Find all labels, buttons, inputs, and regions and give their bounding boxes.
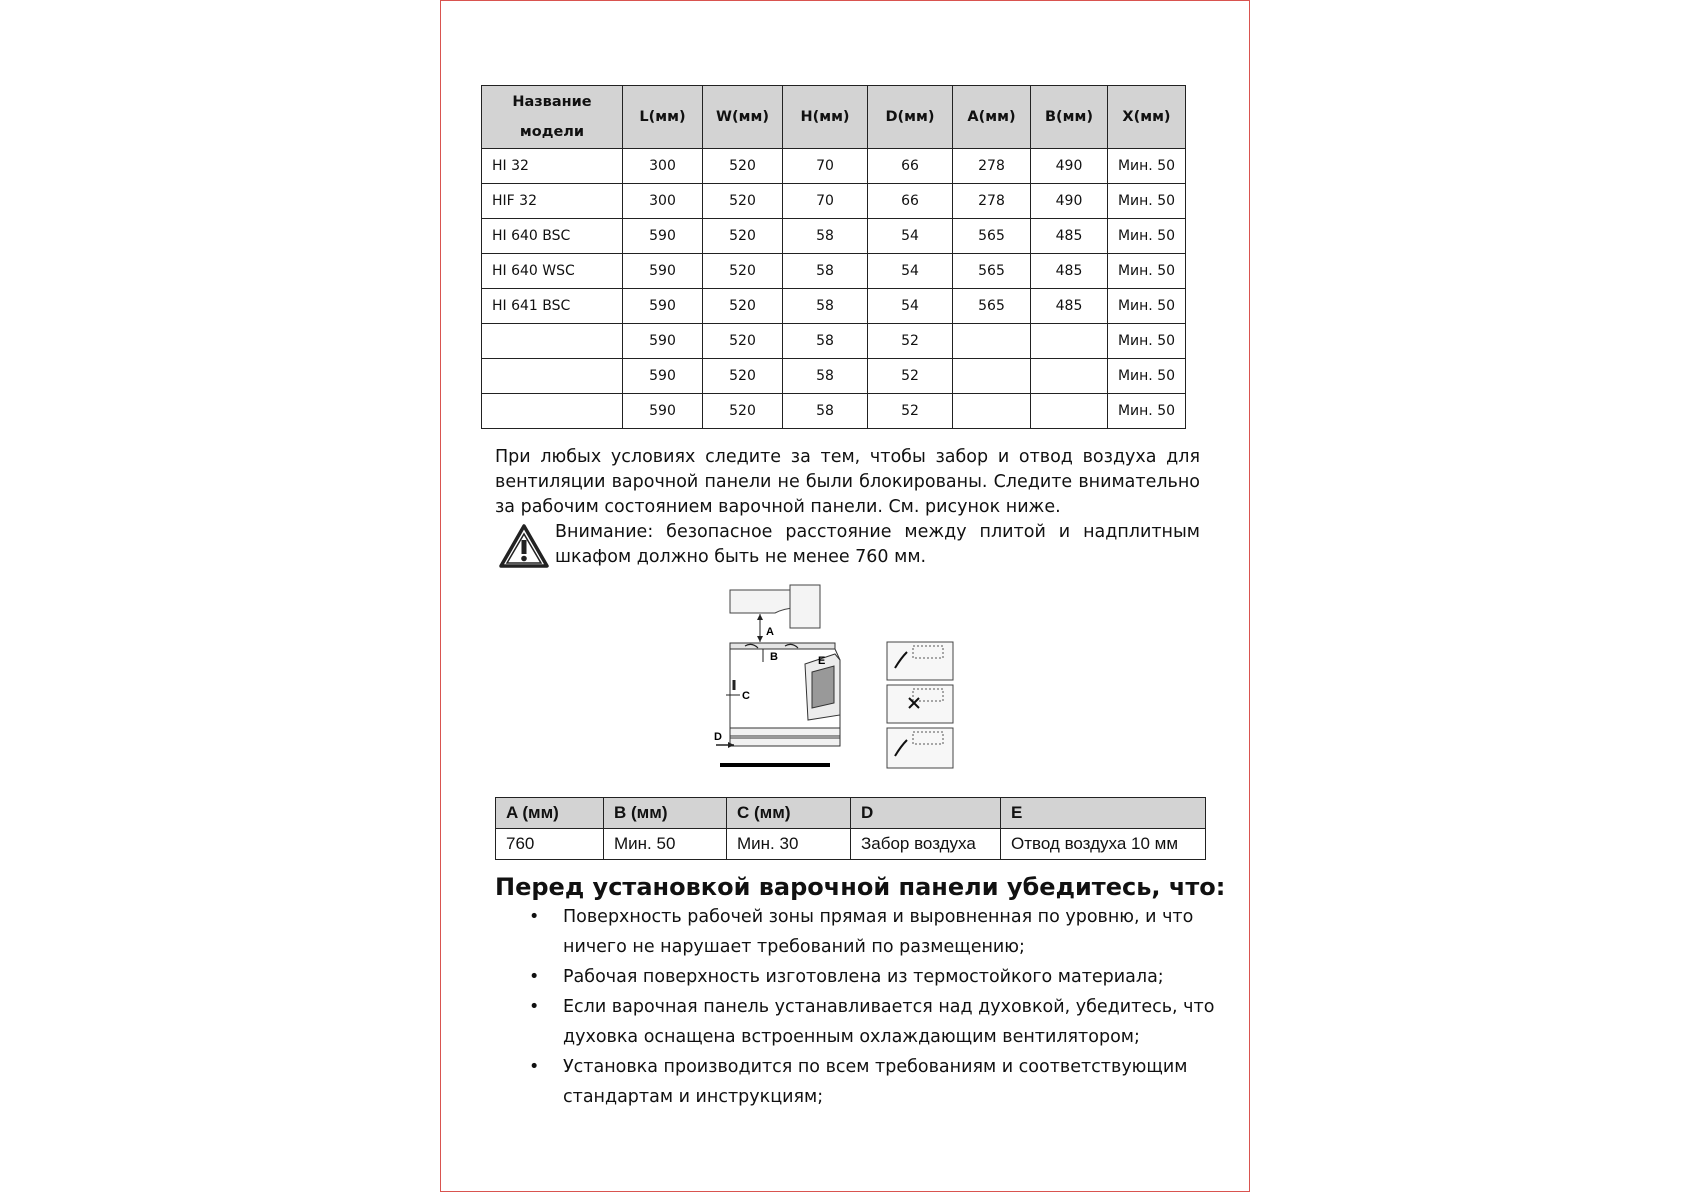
table-cell: 58: [783, 359, 868, 394]
table-cell: Мин. 50: [1108, 359, 1186, 394]
table-cell: 278: [953, 149, 1031, 184]
table-cell: 278: [953, 184, 1031, 219]
table-cell: [953, 324, 1031, 359]
table-cell: 70: [783, 149, 868, 184]
table-cell: Мин. 50: [1108, 149, 1186, 184]
list-item: [495, 962, 1215, 992]
diagram-label-e: E: [818, 655, 826, 667]
table-cell: Мин. 50: [1108, 394, 1186, 429]
model-name-cell: [482, 394, 623, 429]
table-cell: 52: [868, 394, 953, 429]
model-name-cell: HI 32: [482, 149, 623, 184]
table-cell: 70: [783, 184, 868, 219]
table-cell: 485: [1031, 219, 1108, 254]
table-cell: 54: [868, 254, 953, 289]
table-cell: [1031, 324, 1108, 359]
col-header-l: L(мм): [623, 86, 703, 149]
table-cell: 590: [623, 394, 703, 429]
table-cell: 54: [868, 289, 953, 324]
model-name-cell: HIF 32: [482, 184, 623, 219]
dims-header-row: [496, 798, 1206, 829]
model-name-cell: HI 641 BSC: [482, 289, 623, 324]
table-cell: 52: [868, 324, 953, 359]
diagram-label-b: B: [770, 651, 778, 663]
table-row: [482, 394, 1186, 429]
diagram-label-d: D: [714, 731, 722, 743]
table-cell: [1031, 394, 1108, 429]
list-item-text: Установка производится по всем требованиям и соответствующим стандартам и инструкциям;: [563, 1057, 1188, 1107]
table-cell: 590: [623, 219, 703, 254]
table-cell: 58: [783, 394, 868, 429]
table-row: [482, 359, 1186, 394]
dims-header-a: A (мм): [496, 798, 604, 829]
table-cell: 520: [703, 254, 783, 289]
model-name-cell: HI 640 BSC: [482, 219, 623, 254]
table-cell: 66: [868, 184, 953, 219]
dims-value-row: [496, 829, 1206, 860]
dims-value-a: 760: [496, 829, 604, 860]
list-item-text: Рабочая поверхность изготовлена из термостойкого материала;: [563, 967, 1164, 987]
table-cell: 300: [623, 184, 703, 219]
table-row: [482, 289, 1186, 324]
dims-header-c: C (мм): [727, 798, 851, 829]
list-item-text: Поверхность рабочей зоны прямая и выровненная по уровню, и что ничего не нарушает требований по размещению;: [563, 907, 1194, 957]
table-row: [482, 149, 1186, 184]
table-cell: 565: [953, 254, 1031, 289]
table-row: [482, 254, 1186, 289]
col-header-b: B(мм): [1031, 86, 1108, 149]
model-name-cell: [482, 359, 623, 394]
table-cell: Мин. 50: [1108, 184, 1186, 219]
table-cell: 565: [953, 289, 1031, 324]
model-name-cell: [482, 324, 623, 359]
table-cell: 54: [868, 219, 953, 254]
list-item: [495, 1052, 1215, 1112]
dims-value-d: Забор воздуха: [851, 829, 1001, 860]
ventilation-paragraph: При любых условиях следите за тем, чтобы забор и отвод воздуха для вентиляции варочной панели не были блокированы. Следите внимательно за рабочим состоянием варочной панели. См. рисунок ниже.: [495, 447, 1200, 517]
table-cell: 590: [623, 359, 703, 394]
table-cell: 58: [783, 289, 868, 324]
checklist-heading: Перед установкой варочной панели убедитесь, что:: [495, 873, 1226, 901]
bullet: •: [529, 997, 540, 1017]
table-cell: [953, 359, 1031, 394]
table-cell: 520: [703, 149, 783, 184]
table-cell: 520: [703, 289, 783, 324]
table-cell: 490: [1031, 184, 1108, 219]
table-cell: 520: [703, 219, 783, 254]
table-cell: 590: [623, 254, 703, 289]
dims-header-e: E: [1001, 798, 1206, 829]
col-header-a: A(мм): [953, 86, 1031, 149]
table-cell: 520: [703, 359, 783, 394]
dimensions-table: [495, 797, 1206, 860]
table-cell: [953, 394, 1031, 429]
table-cell: 66: [868, 149, 953, 184]
table-cell: 520: [703, 324, 783, 359]
table-cell: 590: [623, 324, 703, 359]
bullet: •: [529, 907, 540, 927]
table-cell: Мин. 50: [1108, 289, 1186, 324]
table-cell: 52: [868, 359, 953, 394]
list-item: [495, 992, 1215, 1052]
table-cell: 58: [783, 324, 868, 359]
table-cell: 485: [1031, 254, 1108, 289]
diagram-label-c: C: [742, 690, 750, 702]
dims-value-b: Мин. 50: [604, 829, 727, 860]
ventilation-detail-diagram: [885, 640, 957, 770]
table-cell: 520: [703, 394, 783, 429]
table-cell: Мин. 50: [1108, 219, 1186, 254]
table-cell: [1031, 359, 1108, 394]
table-cell: 590: [623, 289, 703, 324]
spec-header-row: [482, 86, 1186, 149]
table-row: [482, 324, 1186, 359]
dims-header-d: D: [851, 798, 1001, 829]
table-cell: 58: [783, 254, 868, 289]
dims-header-b: B (мм): [604, 798, 727, 829]
table-cell: 520: [703, 184, 783, 219]
col-header-d: D(мм): [868, 86, 953, 149]
col-header-w: W(мм): [703, 86, 783, 149]
col-header-x: X(мм): [1108, 86, 1186, 149]
table-cell: Мин. 50: [1108, 254, 1186, 289]
col-header-h: H(мм): [783, 86, 868, 149]
table-cell: 58: [783, 219, 868, 254]
dims-value-e: Отвод воздуха 10 мм: [1001, 829, 1206, 860]
checklist: [495, 902, 1215, 1112]
list-item-text: Если варочная панель устанавливается над духовкой, убедитесь, что духовка оснащена встроенным охлаждающим вентилятором;: [563, 997, 1215, 1047]
spec-table: [481, 85, 1186, 429]
col-header-model: Название модели: [482, 86, 623, 149]
bullet: •: [529, 1057, 540, 1077]
table-cell: 565: [953, 219, 1031, 254]
bullet: •: [529, 967, 540, 987]
table-cell: 490: [1031, 149, 1108, 184]
diagram-label-a: A: [766, 626, 774, 638]
table-row: [482, 184, 1186, 219]
model-name-cell: HI 640 WSC: [482, 254, 623, 289]
dims-value-c: Мин. 30: [727, 829, 851, 860]
table-cell: Мин. 50: [1108, 324, 1186, 359]
table-cell: 300: [623, 149, 703, 184]
warning-icon: [498, 523, 550, 569]
warning-text: Внимание: безопасное расстояние между плитой и надплитным шкафом должно быть не менее 760 мм.: [555, 522, 1200, 567]
table-cell: 485: [1031, 289, 1108, 324]
list-item: [495, 902, 1215, 962]
table-row: [482, 219, 1186, 254]
